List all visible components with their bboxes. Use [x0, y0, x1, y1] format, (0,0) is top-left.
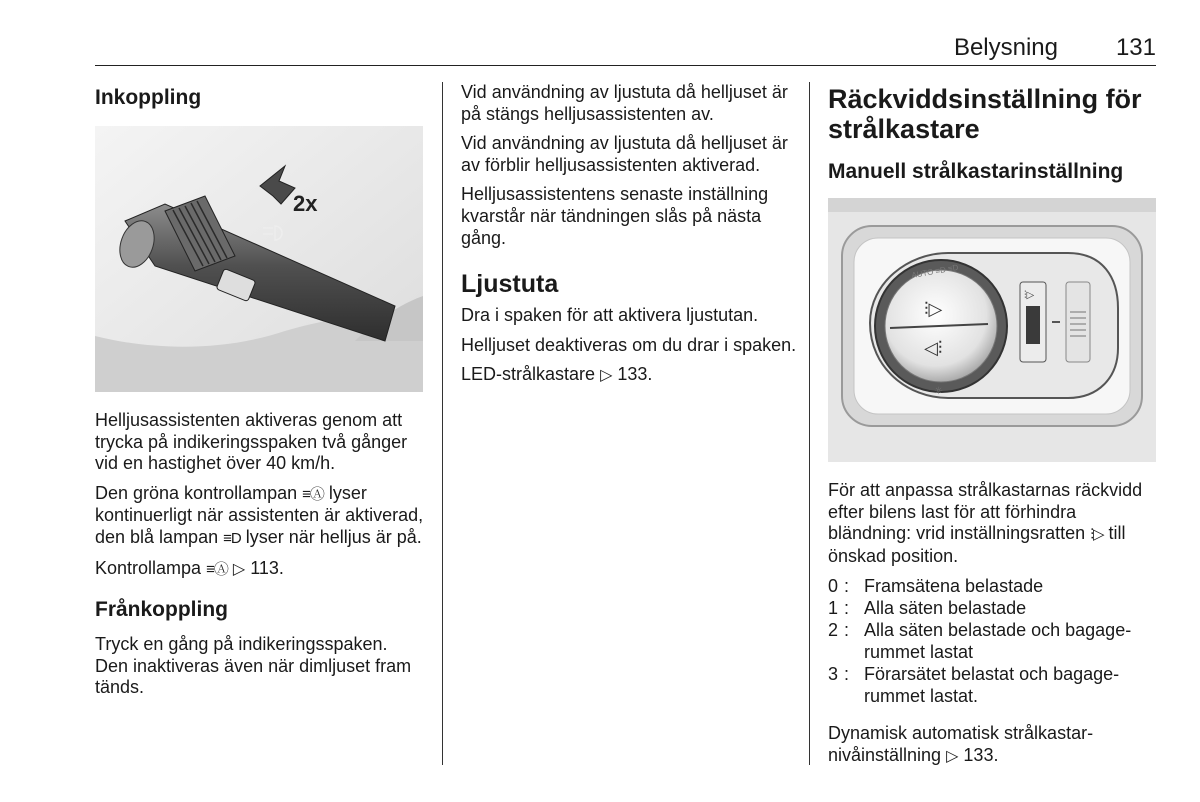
light-switch-figure	[828, 198, 1156, 462]
heading-manuell: Manuell strålkastarinställning	[828, 160, 1124, 183]
headlight-switch-illustration	[828, 198, 1156, 462]
column-divider	[809, 82, 810, 765]
heading-ljustuta: Ljustuta	[461, 270, 559, 299]
press-twice-label: 2x	[293, 191, 318, 216]
stalk-figure	[95, 126, 423, 392]
paragraph: Vid användning av ljustuta då helljuset är på stängs helljusassistenten av.	[461, 82, 788, 124]
high-beam-icon: ≡D	[223, 529, 241, 547]
headlight-range-icon: ⫶▷	[1090, 526, 1104, 544]
paragraph: Den gröna kontrollampan ≡Ⓐ lyser kontinuerligt när assistenten är aktiverad, den blå lampan ≡D lyser när helljus är på.	[95, 483, 425, 550]
high-beam-auto-icon: ≡Ⓐ	[302, 485, 324, 503]
page-reference-icon: ▷	[600, 367, 613, 385]
column-left	[95, 82, 425, 707]
paragraph: LED-strålkastare ▷ 133.	[461, 364, 797, 387]
page-reference[interactable]: 133.	[617, 364, 653, 385]
paragraph: Dra i spaken för att aktivera ljustutan.	[461, 305, 759, 326]
page-reference[interactable]: 133.	[963, 744, 999, 765]
paragraph: Vid användning av ljustuta då helljuset är av förblir helljusassistenten aktiverad.	[461, 133, 788, 175]
svg-text:AUTO ≡D ≡D: AUTO ≡D ≡D	[910, 262, 960, 280]
column-middle	[461, 82, 797, 395]
paragraph: Helljusassistentens senaste inställning kvarstår när tändningen slås på nästa gång.	[461, 184, 769, 248]
position-list	[828, 575, 1158, 707]
svg-text:⫶▷: ⫶▷	[1024, 290, 1035, 301]
paragraph: Dynamisk automatisk strålkastarnivåinställning ▷ 133.	[828, 723, 1158, 767]
heading-frankoppling: Frånkoppling	[95, 598, 228, 622]
paragraph: För att anpassa strålkastarnas räckvidd efter bilens last för att förhindra bländning: vrid inställningsratten ⫶▷ till önskad position.	[828, 480, 1143, 566]
heading-rackviddsinstallning: Räckviddsinställning för strålkastare	[828, 84, 1142, 144]
section-title: Belysning	[953, 34, 1058, 61]
paragraph: Kontrollampa ≡Ⓐ ▷ 113.	[95, 558, 425, 581]
list-item: 3 : Förarsätet belastat och bagagerummet lastat.	[828, 664, 1120, 707]
column-divider	[442, 82, 443, 765]
page-reference-icon: ▷	[946, 747, 959, 765]
list-item: 2 : Alla säten belastade och bagagerummet lastat	[828, 620, 1132, 663]
svg-text:⫶▷: ⫶▷	[924, 299, 943, 320]
paragraph: Tryck en gång på indikeringsspaken. Den inaktiveras även när dimljuset fram tänds.	[95, 634, 412, 698]
svg-text:☼: ☼	[934, 386, 943, 397]
page-reference-icon: ▷	[232, 560, 246, 578]
paragraph: Helljusassistenten aktiveras genom att trycka på indikeringsspaken två gånger vid en hastighet över 40 km/h.	[95, 410, 408, 474]
page-number: 131	[1115, 34, 1156, 61]
page-reference[interactable]: 113.	[250, 557, 284, 578]
list-item: 1 : Alla säten belastade	[828, 598, 1027, 619]
indicator-stalk-illustration	[95, 126, 423, 392]
column-right	[828, 82, 1158, 776]
page-header	[95, 32, 1156, 66]
high-beam-auto-icon: ≡Ⓐ	[206, 560, 228, 578]
heading-inkoppling: Inkoppling	[95, 86, 202, 109]
paragraph: Helljuset deaktiveras om du drar i spaken.	[461, 334, 797, 355]
list-item: 0 : Framsätena belastade	[828, 576, 1044, 597]
svg-text:◁⫶: ◁⫶	[924, 338, 943, 359]
